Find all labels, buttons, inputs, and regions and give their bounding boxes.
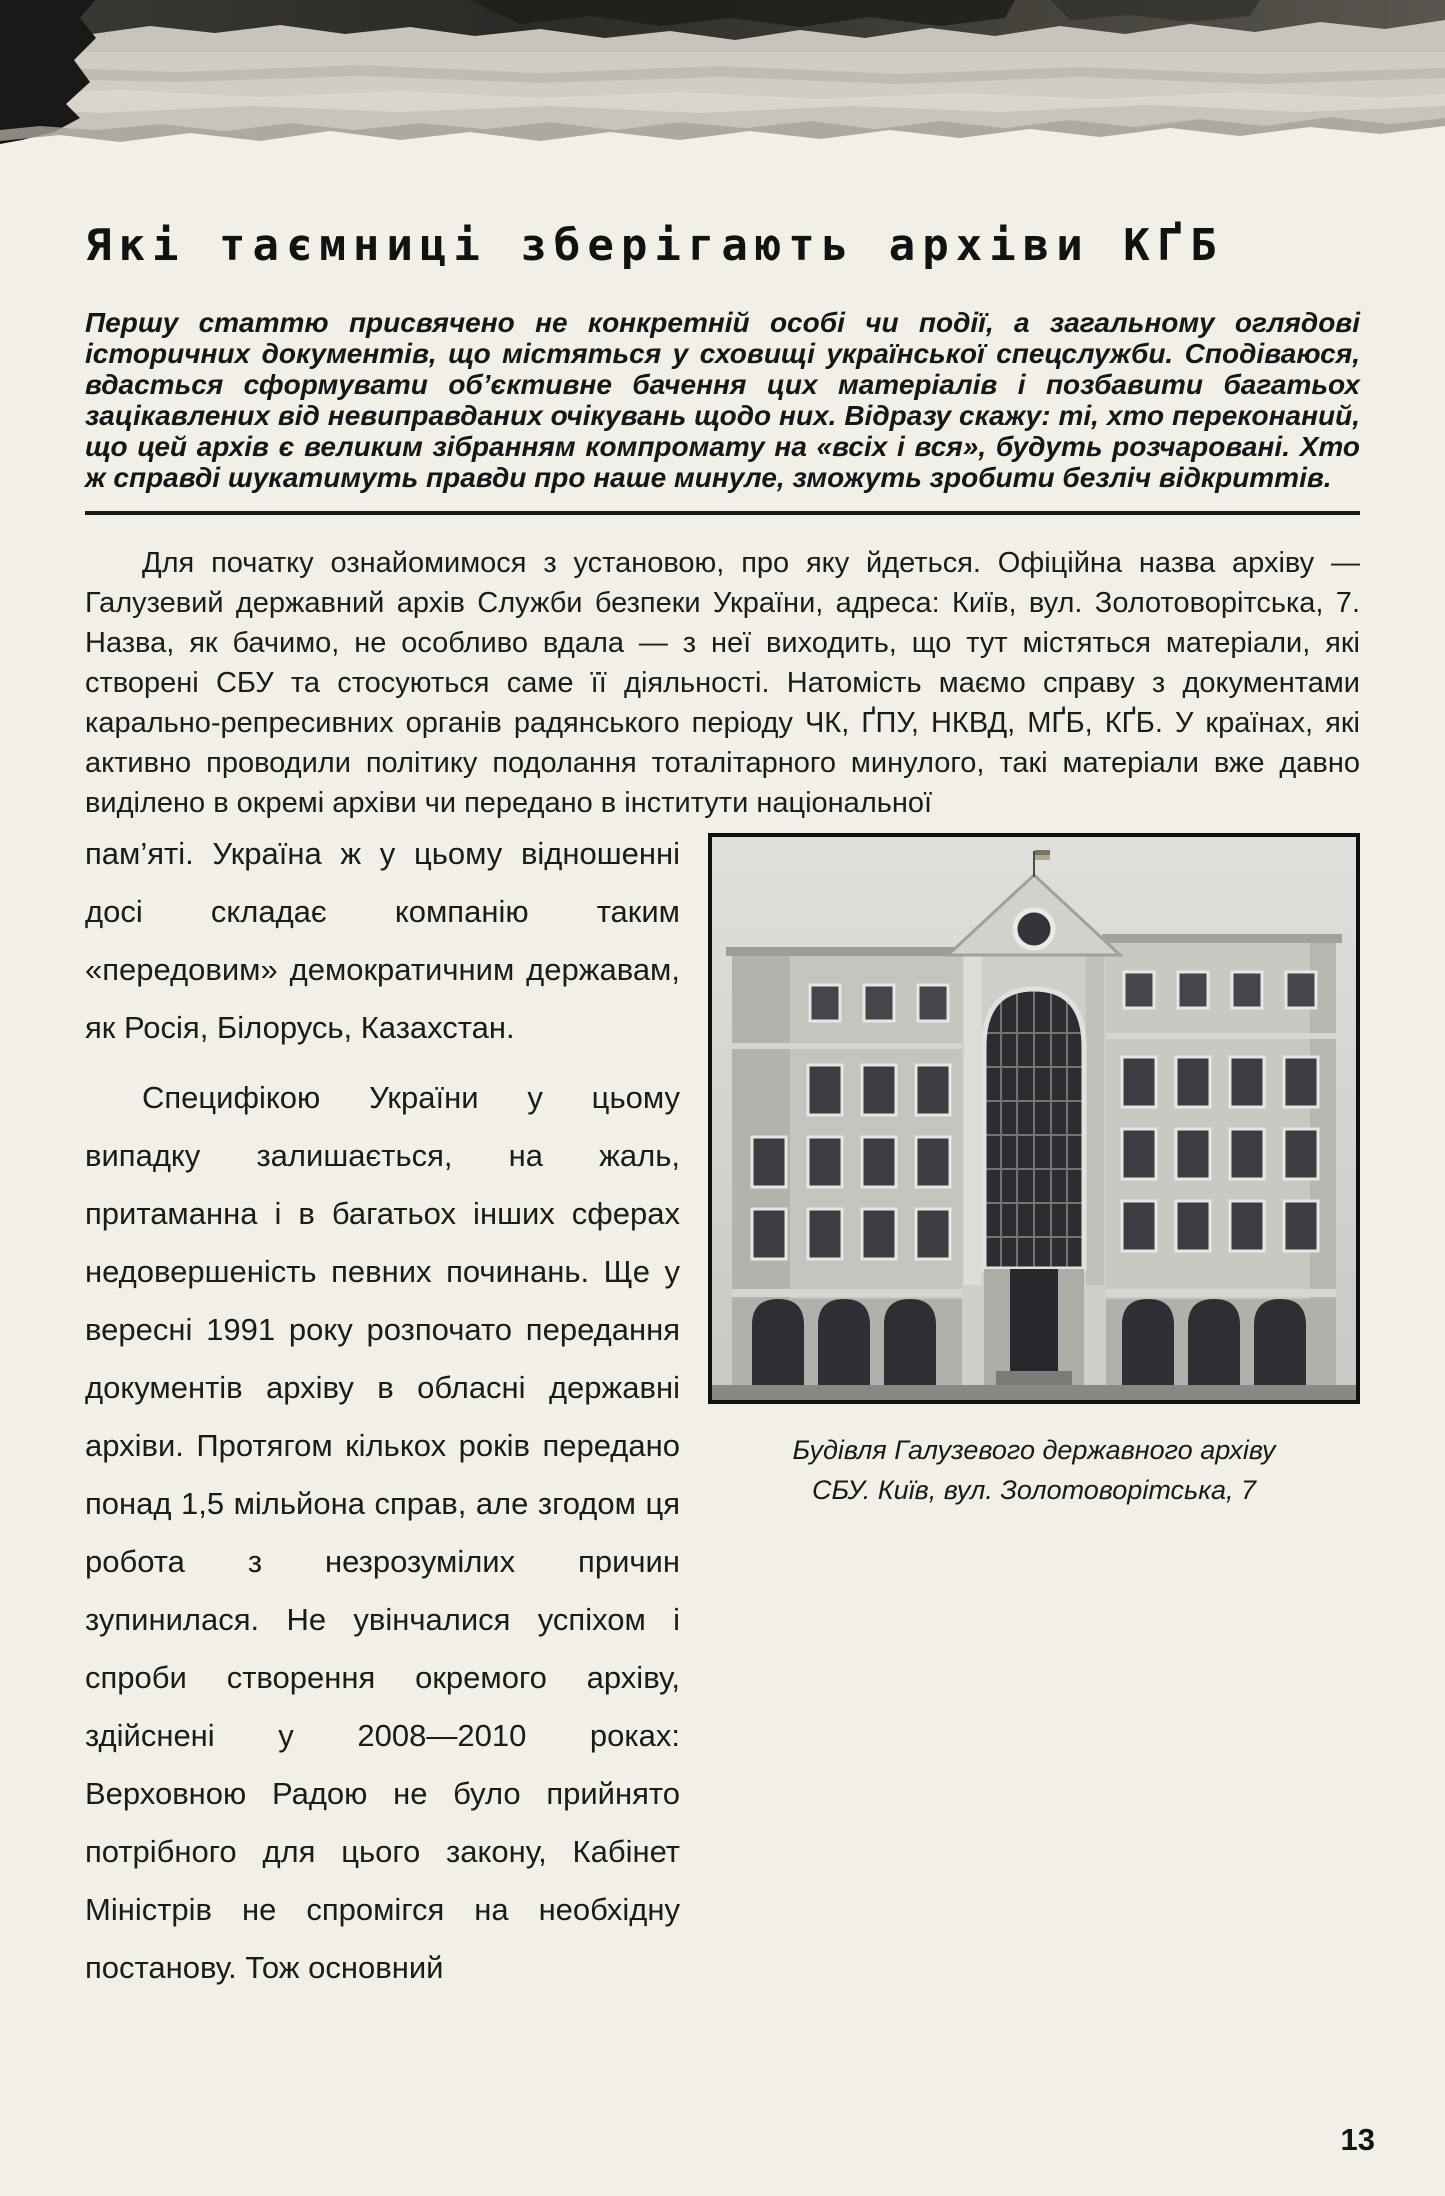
photo-caption-line-1: Будівля Галузевого державного архіву — [792, 1435, 1276, 1465]
intro-paragraph: Першу статтю присвячено не конкретній особі чи події, а загальному оглядові історичних документів, що містяться у сховищі української спецслужби. Сподіваюся, вдасться сформувати об’єктивне бачення цих матеріалів і позбавити багатьох зацікавлених від невиправданих очікувань щодо них. Відразу скажу: ті, хто переконаний, що цей архів є великим зібранням компромату на «всіх і вся», будуть розчаровані. Хто ж справді шукатимуть правди про наше минуле, зможуть зробити безліч відкриттів. — [85, 307, 1360, 493]
body-paragraph-1-continued: пам’яті. Україна ж у цьому відношенні досі складає компанію таким «передовим» демократичним державам, як Росія, Білорусь, Казахстан. — [85, 836, 680, 1045]
archive-building-illustration — [712, 837, 1356, 1400]
building-photo — [708, 833, 1360, 1404]
torn-paper-texture — [0, 0, 1445, 158]
page-number: 13 — [1340, 2122, 1375, 2157]
body-paragraph-2: Специфікою України у цьому випадку залишається, на жаль, притаманна і в багатьох інших сферах недовершеність певних починань. Ще у вересні 1991 року розпочато передання документів архіву в обласні державні архіви. Протягом кількох років передано понад 1,5 мільйона справ, але згодом ця робота з незрозумілих причин зупинилася. Не увінчалися успіхом і спроби створення окремого архіву, здійснені у 2008—2010 роках: Верховною Радою не було прийнято потрібного для цього закону, Кабінет Міністрів не спромігся на необхідну постанову. Тож основний — [85, 1080, 680, 1985]
photo-caption — [708, 1430, 1360, 1510]
page-content — [0, 220, 1445, 1997]
photo-caption-line-2: СБУ. Київ, вул. Золотоворітська, 7 — [812, 1475, 1256, 1505]
photo-wrap-section — [85, 825, 1360, 1997]
body-paragraph-1: Для початку ознайомимося з установою, про яку йдеться. Офіційна назва архіву — Галузевий державний архів Служби безпеки України, адреса: Київ, вул. Золотоворітська, 7. Назва, як бачимо, не особливо вдала — з неї виходить, що тут містяться матеріали, які створені СБУ та стосуються саме її діяльності. Натомість маємо справу з документами карально-репресивних органів радянського періоду ЧК, ҐПУ, НКВД, МҐБ, КҐБ. У країнах, які активно проводили політику подолання тоталітарного минулого, такі матеріали вже давно виділено в окремі архіви чи передано в інститути національної — [85, 547, 1360, 819]
section-divider-rule — [85, 511, 1360, 515]
article-title: Які таємниці зберігають архіви КҐБ — [85, 220, 1224, 271]
torn-paper-header — [0, 0, 1445, 158]
building-photo-figure — [708, 833, 1360, 1510]
